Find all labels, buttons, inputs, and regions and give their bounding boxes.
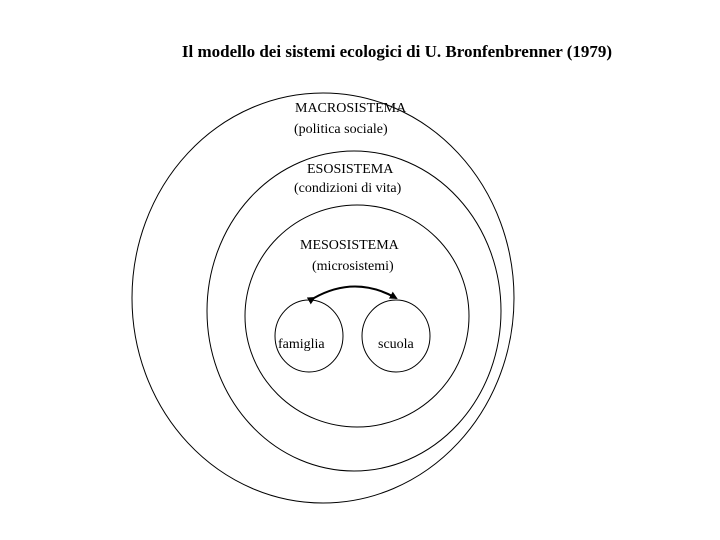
microsystem-famiglia-circle bbox=[275, 300, 343, 372]
mesosystem-description: (microsistemi) bbox=[312, 259, 394, 274]
microsystem-scuola-circle bbox=[362, 300, 430, 372]
microsystem-famiglia-label: famiglia bbox=[278, 337, 325, 352]
macrosystem-description: (politica sociale) bbox=[294, 122, 388, 137]
interaction-arrow bbox=[314, 287, 396, 299]
exosystem-circle bbox=[207, 151, 501, 471]
mesosystem-label: MESOSISTEMA bbox=[300, 238, 399, 253]
microsystem-scuola-label: scuola bbox=[378, 337, 414, 352]
exosystem-label: ESOSISTEMA bbox=[307, 162, 394, 177]
macrosystem-label: MACROSISTEMA bbox=[295, 101, 407, 116]
exosystem-description: (condizioni di vita) bbox=[294, 181, 402, 196]
diagram-title: Il modello dei sistemi ecologici di U. Bronfenbrenner (1979) bbox=[181, 42, 613, 61]
